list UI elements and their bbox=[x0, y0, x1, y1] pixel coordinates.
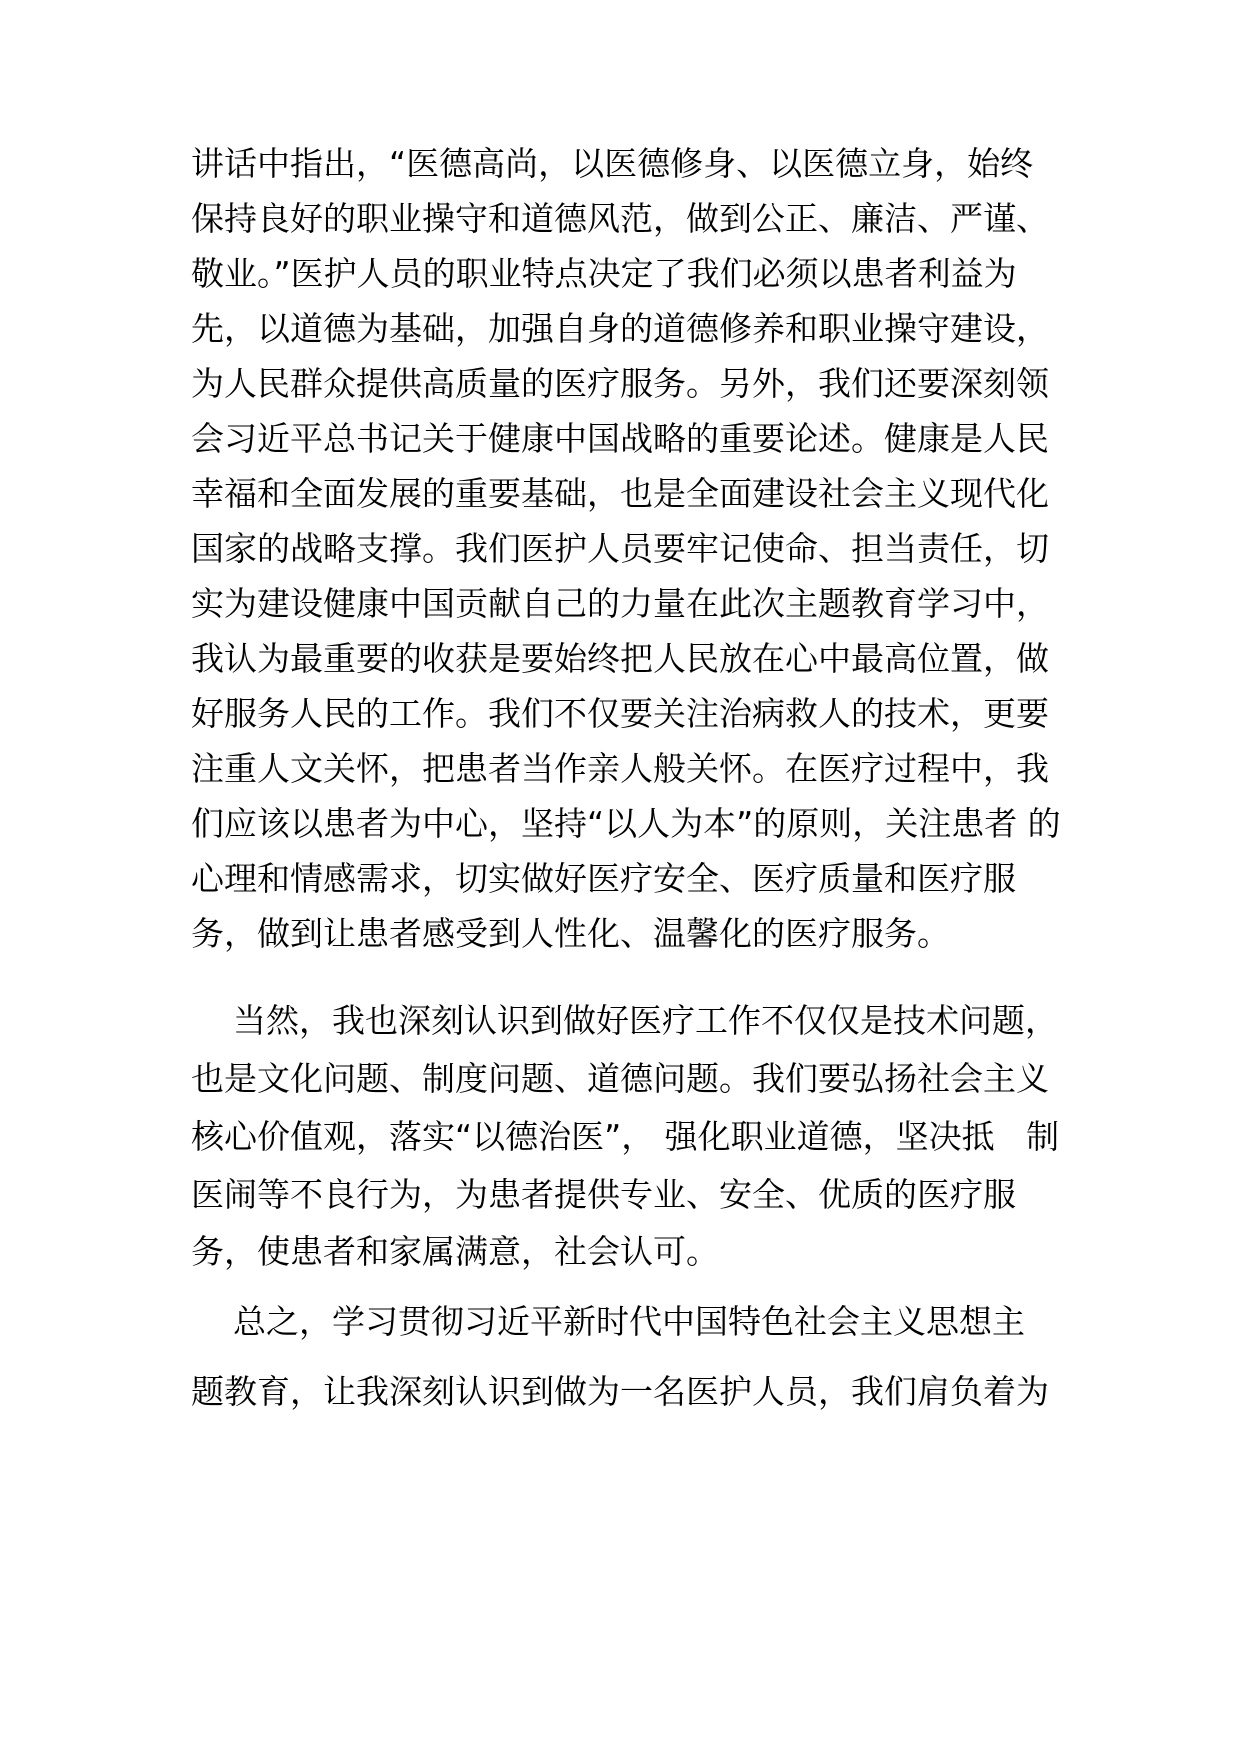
text-line: 也是文化问题、制度问题、道德问题。我们要弘扬社会主义 bbox=[191, 1059, 1049, 1098]
text-line: 核心价值观，落实“以德治医”， 强化职业道德，坚决抵 制 bbox=[191, 1117, 1060, 1156]
text-line: 国家的战略支撑。我们医护人员要牢记使命、担当责任，切 bbox=[191, 529, 1049, 568]
text-line: 先，以道德为基础，加强自身的道德修养和职业操守建设， bbox=[191, 309, 1049, 348]
text-line: 会习近平总书记关于健康中国战略的重要论述。健康是人民 bbox=[191, 419, 1049, 458]
text-line: 实为建设健康中国贡献自己的力量在此次主题教育学习中， bbox=[191, 584, 1049, 623]
text-line: 保持良好的职业操守和道德风范，做到公正、廉洁、严谨、 bbox=[191, 199, 1049, 238]
text-line: 敬业。”医护人员的职业特点决定了我们必须以患者利益为 bbox=[191, 254, 1017, 293]
text-line: 讲话中指出，“医德高尚，以医德修身、以医德立身，始终 bbox=[191, 144, 1034, 183]
text-line: 当然，我也深刻认识到做好医疗工作不仅仅是技术问题， bbox=[191, 1001, 1058, 1040]
text-line: 好服务人民的工作。我们不仅要关注治病救人的技术，更要 bbox=[191, 694, 1049, 733]
text-line: 心理和情感需求，切实做好医疗安全、医疗质量和医疗服 bbox=[191, 859, 1016, 898]
text-line: 题教育，让我深刻认识到做为一名医护人员，我们肩负着为 bbox=[191, 1372, 1049, 1411]
text-line: 医闹等不良行为，为患者提供专业、安全、优质的医疗服 bbox=[191, 1175, 1016, 1214]
text-line: 幸福和全面发展的重要基础，也是全面建设社会主义现代化 bbox=[191, 474, 1049, 513]
text-line: 为人民群众提供高质量的医疗服务。另外，我们还要深刻领 bbox=[191, 364, 1049, 403]
text-line: 务，做到让患者感受到人性化、温馨化的医疗服务。 bbox=[191, 914, 950, 953]
text-line: 务，使患者和家属满意，社会认可。 bbox=[191, 1232, 719, 1271]
text-line: 注重人文关怀，把患者当作亲人般关怀。在医疗过程中，我 bbox=[191, 749, 1049, 788]
text-line: 总之，学习贯彻习近平新时代中国特色社会主义思想主 bbox=[191, 1302, 1025, 1341]
text-line: 我认为最重要的收获是要始终把人民放在心中最高位置，做 bbox=[191, 639, 1049, 678]
text-line: 们应该以患者为中心，坚持“以人为本”的原则，关注患者 的 bbox=[191, 804, 1061, 843]
